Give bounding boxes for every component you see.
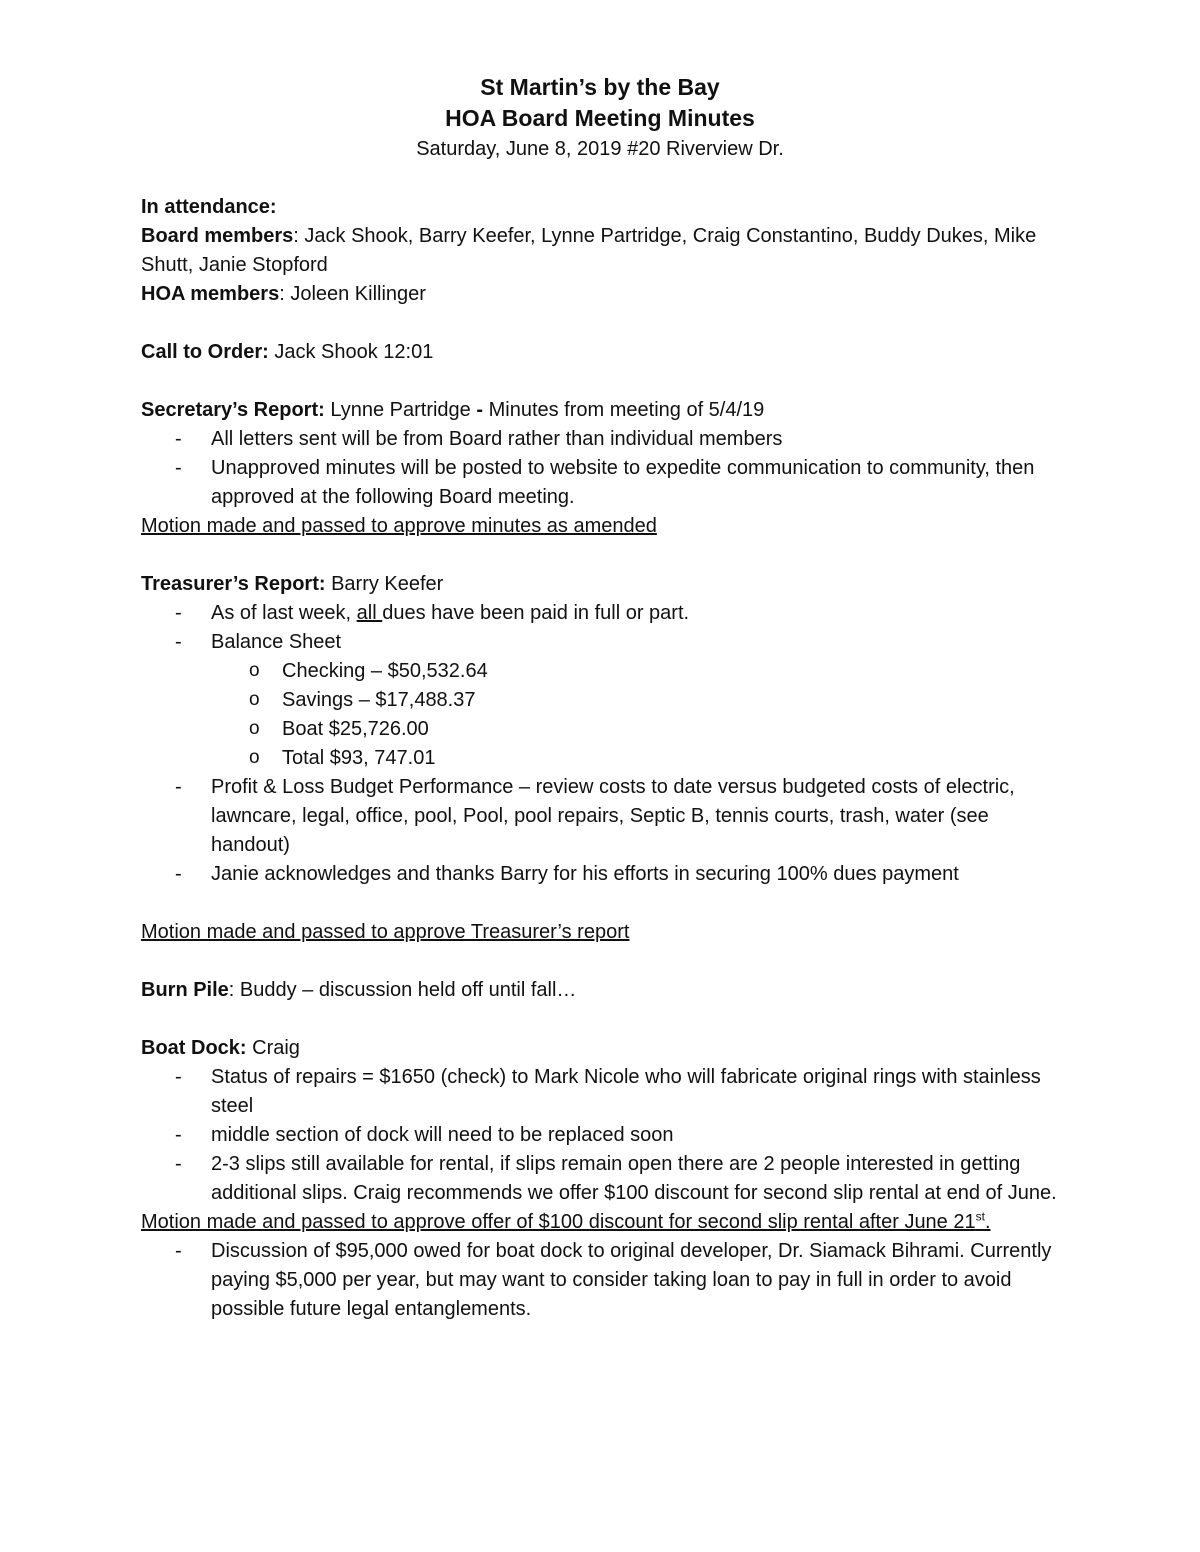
treasurer-label: Treasurer’s Report: xyxy=(141,573,326,595)
ordinal-suffix: st xyxy=(975,1209,985,1224)
list-item xyxy=(141,628,1061,773)
dues-text-a: As of last week, xyxy=(211,602,357,624)
boat-dock-motion xyxy=(141,1208,1061,1237)
list-item: - Profit & Loss Budget Performance – review costs to date versus budgeted costs of electric, lawncare, legal, office, pool, Pool, pool repairs, Septic B, tennis courts, trash, water (see handout) xyxy=(141,773,1061,860)
burn-pile xyxy=(141,976,1061,1005)
burn-pile-label: Burn Pile xyxy=(141,979,229,1001)
boat-dock-motion-text: Motion made and passed to approve offer of $100 discount for second slip rental after June 21 xyxy=(141,1211,976,1233)
board-members-line xyxy=(141,222,1061,280)
list-item: - Status of repairs = $1650 (check) to Mark Nicole who will fabricate original rings with stainless steel xyxy=(141,1063,1061,1121)
dues-emphasis: all xyxy=(356,602,383,624)
boat-dock-label: Boat Dock: xyxy=(141,1037,247,1059)
attendance-heading: In attendance: xyxy=(141,196,277,218)
secretary-minutes-ref: Minutes from meeting of 5/4/19 xyxy=(483,399,765,421)
board-members-names: : Jack Shook, Barry Keefer, Lynne Partridge, Craig Constantino, Buddy Dukes, Mike Shutt, Janie Stopford xyxy=(141,225,1037,276)
call-to-order-text: Jack Shook 12:01 xyxy=(268,341,434,363)
list-item: - middle section of dock will need to be replaced soon xyxy=(141,1121,1061,1150)
hoa-members-label: HOA members xyxy=(141,283,280,305)
hoa-members-line xyxy=(141,280,1061,309)
document-title: HOA Board Meeting Minutes xyxy=(445,105,755,131)
secretary-list xyxy=(141,425,1061,512)
dues-text-b: dues have been paid in full or part. xyxy=(382,602,690,624)
secretary-section xyxy=(141,396,1061,541)
boat-dock-motion-end: . xyxy=(984,1211,991,1233)
org-name: St Martin’s by the Bay xyxy=(480,74,720,100)
treasurer-heading xyxy=(141,570,1061,599)
balance-item: o Savings – $17,488.37 xyxy=(141,686,1061,715)
document-header xyxy=(0,72,1200,164)
burn-pile-text: : Buddy – discussion held off until fall… xyxy=(228,979,577,1001)
treasurer-name: Barry Keefer xyxy=(325,573,444,595)
boat-dock-name: Craig xyxy=(246,1037,300,1059)
attendance-section xyxy=(141,193,1061,309)
minutes-document xyxy=(141,72,1061,1324)
balance-sheet-label: Balance Sheet xyxy=(211,631,342,653)
list-item xyxy=(141,599,1061,628)
secretary-label: Secretary’s Report: xyxy=(141,399,325,421)
treasurer-motion: Motion made and passed to approve Treasurer’s report xyxy=(141,921,630,943)
balance-item: o Checking – $50,532.64 xyxy=(141,657,1061,686)
secretary-motion: Motion made and passed to approve minutes as amended xyxy=(141,515,657,537)
balance-sheet-list xyxy=(141,657,1061,773)
balance-item: o Boat $25,726.00 xyxy=(141,715,1061,744)
boat-dock-list xyxy=(141,1063,1061,1208)
boat-dock-list-2 xyxy=(141,1237,1061,1324)
secretary-name: Lynne Partridge xyxy=(324,399,477,421)
balance-item: o Total $93, 747.01 xyxy=(141,744,1061,773)
list-item: - Discussion of $95,000 owed for boat dock to original developer, Dr. Siamack Bihrami. Currently paying $5,000 per year, but may want to consider taking loan to pay in full in order to avoid possible future legal entanglements. xyxy=(141,1237,1061,1324)
list-item: - Janie acknowledges and thanks Barry for his efforts in securing 100% dues payment xyxy=(141,860,1061,889)
treasurer-list xyxy=(141,599,1061,889)
boat-dock-heading xyxy=(141,1034,1061,1063)
call-to-order xyxy=(141,338,1061,367)
hoa-members-names: : Joleen Killinger xyxy=(279,283,426,305)
secretary-heading xyxy=(141,396,1061,425)
meeting-date-location: Saturday, June 8, 2019 #20 Riverview Dr. xyxy=(416,138,784,160)
list-item: - Unapproved minutes will be posted to website to expedite communication to community, then approved at the following Board meeting. xyxy=(141,454,1061,512)
secretary-dash: - xyxy=(476,399,484,421)
list-item: - All letters sent will be from Board rather than individual members xyxy=(141,425,1061,454)
list-item: - 2-3 slips still available for rental, if slips remain open there are 2 people interested in getting additional slips. Craig recommends we offer $100 discount for second slip rental at end of June. xyxy=(141,1150,1061,1208)
call-to-order-label: Call to Order: xyxy=(141,341,269,363)
boat-dock-section xyxy=(141,1034,1061,1324)
board-members-label: Board members xyxy=(141,225,294,247)
treasurer-section xyxy=(141,570,1061,947)
